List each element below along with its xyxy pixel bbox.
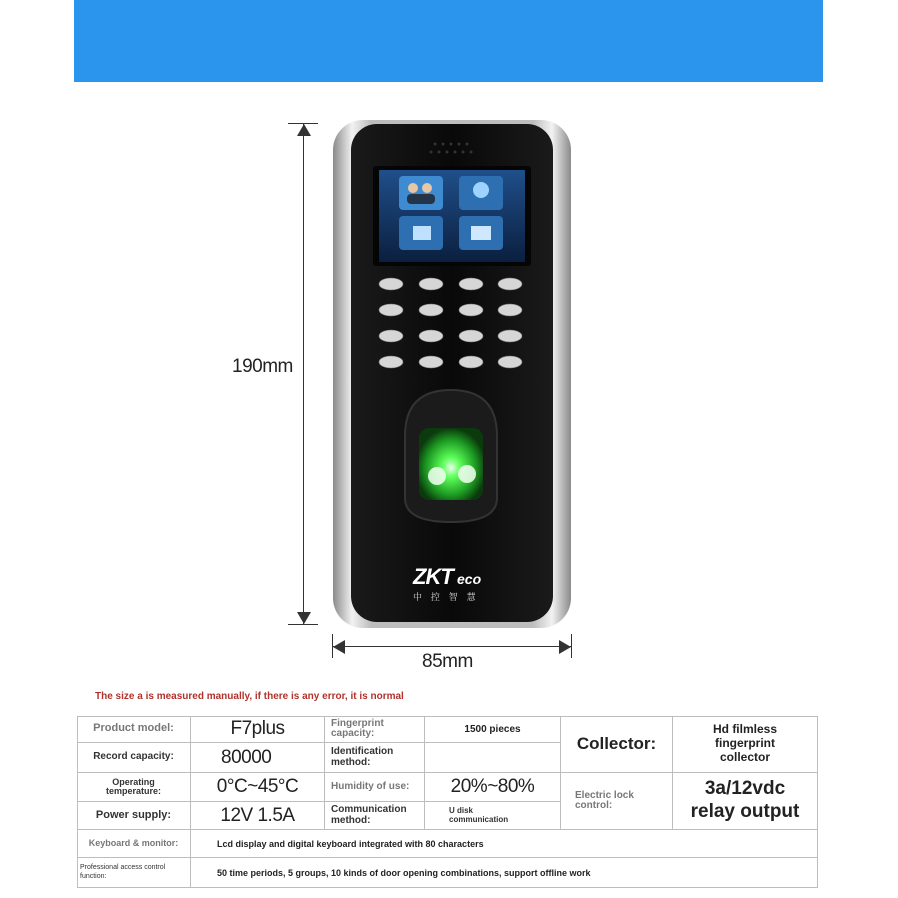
measurement-note: The size a is measured manually, if there is any error, it is normal <box>95 691 404 702</box>
keyboard-monitor-label: Keyboard & monitor: <box>88 837 179 848</box>
top-banner <box>74 0 823 82</box>
record-capacity-label-cell <box>77 743 191 773</box>
height-tick-bottom <box>288 624 318 625</box>
operating-temperature-label: Operating temperature: <box>105 776 161 796</box>
communication-method-value-cell <box>425 802 561 830</box>
product-model-value: F7plus <box>230 718 285 739</box>
arrow-left-icon <box>333 640 345 654</box>
access-control-label: Professional access control function: <box>80 864 166 880</box>
access-control-value: 50 time periods, 5 groups, 10 kinds of door opening combinations, support offline work <box>217 867 591 878</box>
power-supply-label-cell <box>77 802 191 830</box>
fingerprint-capacity-value: 1500 pieces <box>464 723 521 735</box>
spec-table <box>77 716 818 888</box>
width-tick-right <box>571 634 572 658</box>
collector-label-cell <box>561 716 673 773</box>
arrow-right-icon <box>559 640 571 654</box>
product-model-label: Product model: <box>93 722 174 735</box>
electric-lock-label-cell <box>561 773 673 830</box>
operating-temperature-value: 0°C~45°C <box>216 776 299 797</box>
identification-method-value-cell <box>425 743 561 773</box>
fingerprint-capacity-label: Fingerprint capacity: <box>331 717 384 739</box>
humidity-label-cell <box>325 773 425 802</box>
humidity-value: 20%~80% <box>450 776 535 797</box>
electric-lock-value: 3a/12vdc relay output <box>690 778 800 822</box>
record-capacity-value: 80000 <box>221 746 272 768</box>
access-control-label-cell <box>77 858 191 888</box>
humidity-value-cell <box>425 773 561 802</box>
communication-method-label-cell <box>325 802 425 830</box>
communication-method-value: U disk communication <box>449 806 509 824</box>
keyboard-monitor-value-cell <box>191 830 818 858</box>
arrow-down-icon <box>297 612 311 624</box>
electric-lock-label: Electric lock control: <box>575 789 634 811</box>
identification-method-label: Identification method: <box>331 746 394 768</box>
fingerprint-capacity-label-cell <box>325 716 425 743</box>
width-dimension-line <box>333 646 571 647</box>
svg-text:ZKT: ZKT <box>413 564 453 589</box>
humidity-label: Humidity of use: <box>331 780 410 792</box>
collector-value-cell <box>673 716 818 773</box>
electric-lock-value-cell <box>673 773 818 830</box>
height-dimension-line <box>303 124 304 624</box>
keyboard-monitor-label-cell <box>77 830 191 858</box>
power-supply-label: Power supply: <box>95 808 172 821</box>
power-supply-value: 12V 1.5A <box>220 804 295 826</box>
fingerprint-capacity-value-cell <box>425 716 561 743</box>
svg-text:中 控 智 慧: 中 控 智 慧 <box>413 593 479 603</box>
width-label: 85mm <box>422 651 473 672</box>
arrow-up-icon <box>297 124 311 136</box>
record-capacity-value-cell <box>191 743 325 773</box>
product-model-label-cell <box>77 716 191 743</box>
record-capacity-label: Record capacity: <box>93 751 174 763</box>
operating-temperature-label-cell <box>77 773 191 802</box>
svg-text:eco: eco <box>457 571 482 587</box>
access-control-value-cell <box>191 858 818 888</box>
collector-value: Hd filmless fingerprint collector <box>712 722 778 764</box>
keyboard-monitor-value: Lcd display and digital keyboard integrated with 80 characters <box>217 838 484 849</box>
height-label: 190mm <box>232 356 293 377</box>
communication-method-label: Communication method: <box>331 804 407 826</box>
product-model-value-cell <box>191 716 325 743</box>
operating-temperature-value-cell <box>191 773 325 802</box>
identification-method-label-cell <box>325 743 425 773</box>
device-photo <box>333 118 571 630</box>
power-supply-value-cell <box>191 802 325 830</box>
collector-label: Collector: <box>576 734 657 753</box>
